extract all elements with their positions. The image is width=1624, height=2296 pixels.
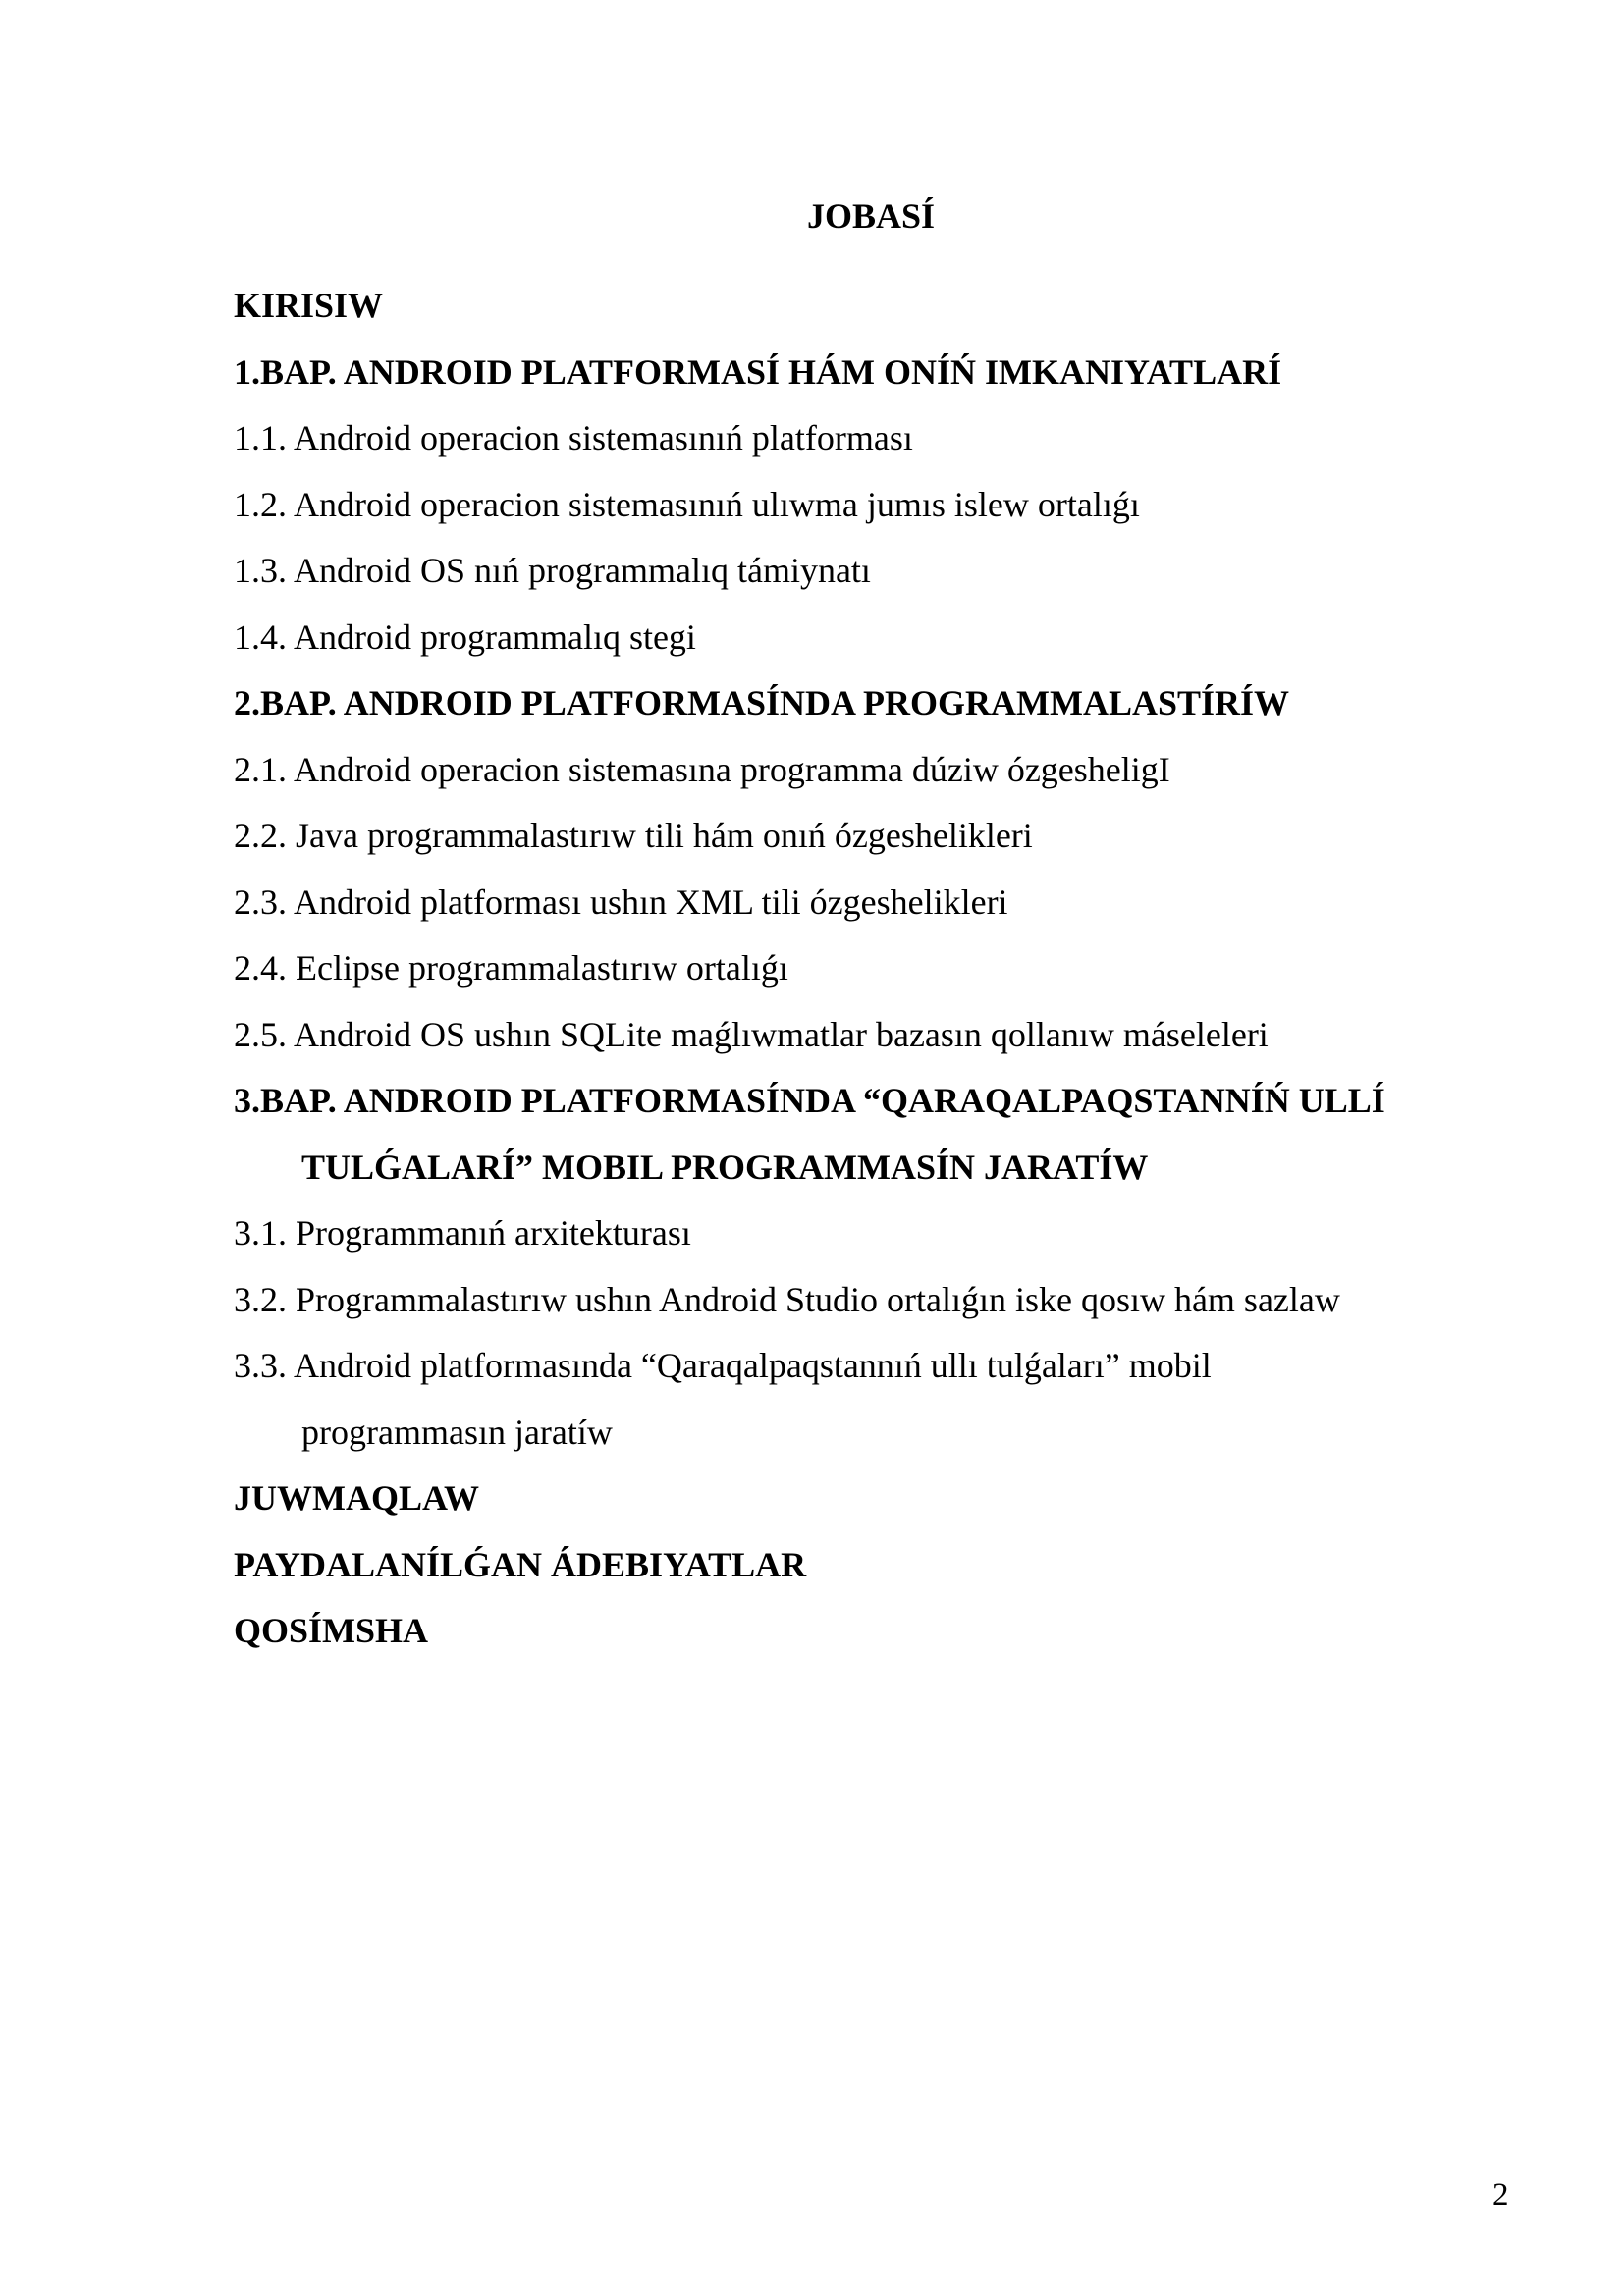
- toc-entry: 3.2. Programmalastırıw ushın Android Studio ortalıǵın iske qosıw hám sazlaw: [234, 1279, 1340, 1319]
- toc-heading: PAYDALANÍLǴAN ÁDEBIYATLAR: [234, 1544, 807, 1584]
- toc-heading: 1.BAP. ANDROID PLATFORMASÍ HÁM ONÍŃ IMKANIYATLARÍ: [234, 351, 1282, 392]
- toc-entry: 2.4. Eclipse programmalastırıw ortalıǵı: [234, 948, 788, 988]
- table-of-contents: [234, 273, 1540, 1665]
- toc-entry: 2.5. Android OS ushın SQLite maǵlıwmatlar bazasın qollanıw máseleleri: [234, 1014, 1269, 1054]
- toc-entry: 1.4. Android programmalıq stegi: [234, 616, 696, 657]
- toc-entry: 3.1. Programmanıń arxitekturası: [234, 1213, 691, 1253]
- toc-heading: QOSÍMSHA: [234, 1611, 429, 1650]
- page-title: JOBASÍ: [806, 196, 936, 236]
- toc-entry: 1.2. Android operacion sistemasınıń ulıwma jumıs islew ortalıǵı: [234, 484, 1140, 524]
- toc-entry: 3.3. Android platformasında “Qaraqalpaqstannıń ullı tulǵaları” mobil: [234, 1346, 1212, 1385]
- toc-heading: JUWMAQLAW: [234, 1478, 479, 1518]
- toc-entry: 1.1. Android operacion sistemasınıń platforması: [234, 418, 913, 457]
- toc-entry: 2.2. Java programmalastırıw tili hám onıń ózgeshelikleri: [234, 816, 1033, 855]
- toc-entry: 1.3. Android OS nıń programmalıq támiynatı: [234, 551, 871, 590]
- toc-heading: KIRISIW: [234, 286, 384, 325]
- toc-entry: 2.3. Android platforması ushın XML tili ózgeshelikleri: [234, 881, 1008, 922]
- toc-entry: 2.1. Android operacion sistemasına programma dúziw ózgesheligI: [234, 749, 1170, 789]
- toc-heading: 3.BAP. ANDROID PLATFORMASÍNDA “QARAQALPAQSTANNÍŃ ULLÍ: [234, 1081, 1385, 1120]
- toc-heading: TULǴALARÍ” MOBIL PROGRAMMASÍN JARATÍW: [301, 1147, 1149, 1187]
- page-number: 2: [1492, 2177, 1509, 2213]
- toc-heading: 2.BAP. ANDROID PLATFORMASÍNDA PROGRAMMALASTÍRÍW: [234, 683, 1290, 722]
- toc-entry: programmasın jaratíw: [301, 1412, 613, 1452]
